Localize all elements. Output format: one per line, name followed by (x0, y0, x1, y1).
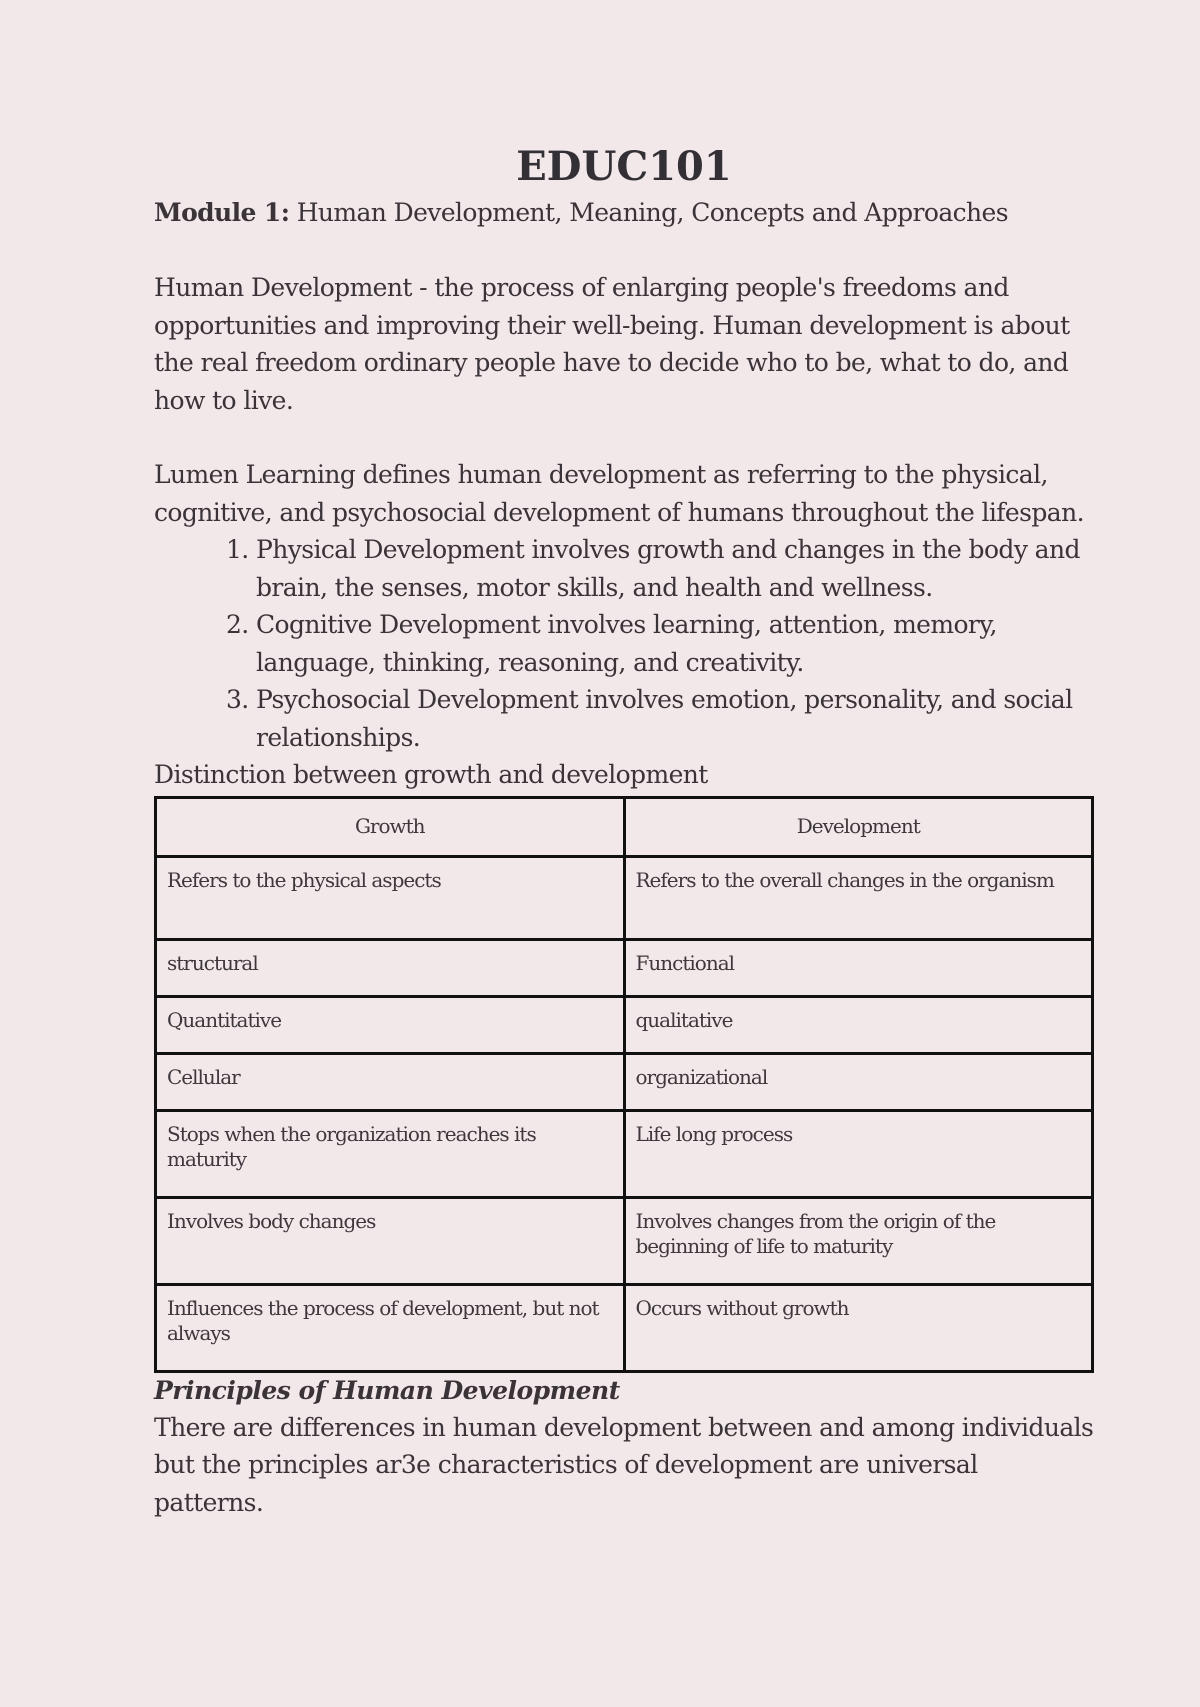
module-text: Human Development, Meaning, Concepts and Approaches (289, 198, 1008, 227)
table-row (156, 1053, 1093, 1110)
list-item: 3. Psychosocial Development involves emotion, personality, and social relationships. (256, 681, 1094, 756)
principles-paragraph: There are differences in human development between and among individuals but the principles ar3e characteristics of development are universal patterns. (154, 1412, 1094, 1517)
definition-paragraph: Human Development - the process of enlarging people's freedoms and opportunities and improving their well-being. Human development is about the real freedom ordinary people have to decide who to be, what to do, and how to live. (154, 273, 1070, 415)
header-growth: Growth (156, 797, 625, 856)
table-row (156, 1284, 1093, 1371)
table-row (156, 856, 1093, 939)
table-cell: structural (156, 939, 625, 996)
table-cell: organizational (624, 1053, 1093, 1110)
table-row (156, 939, 1093, 996)
lumen-paragraph: Lumen Learning defines human development as referring to the physical, cognitive, and psychosocial development of humans throughout the lifespan. (154, 460, 1084, 527)
spacer (154, 232, 1094, 269)
list-item: 1. Physical Development involves growth and changes in the body and brain, the senses, motor skills, and health and wellness. (256, 531, 1094, 606)
table-cell: Involves changes from the origin of the beginning of life to maturity (624, 1197, 1093, 1284)
table-cell: Functional (624, 939, 1093, 996)
table-header-row (156, 797, 1093, 856)
document-content (154, 140, 1094, 1521)
document-title: EDUC101 (516, 143, 732, 190)
development-types-list (154, 531, 1094, 756)
table-cell: Involves body changes (156, 1197, 625, 1284)
table-caption: Distinction between growth and development (154, 760, 708, 789)
table-cell: qualitative (624, 996, 1093, 1053)
table-cell: Refers to the physical aspects (156, 856, 625, 939)
table-row (156, 996, 1093, 1053)
table-cell: Refers to the overall changes in the organism (624, 856, 1093, 939)
header-development: Development (624, 797, 1093, 856)
table-cell: Influences the process of development, but not always (156, 1284, 625, 1371)
module-label: Module 1: (154, 198, 290, 227)
table-cell: Life long process (624, 1110, 1093, 1197)
table-cell: Quantitative (156, 996, 625, 1053)
growth-development-table (154, 796, 1094, 1373)
table-cell: Cellular (156, 1053, 625, 1110)
table-row (156, 1110, 1093, 1197)
module-heading (154, 194, 1094, 232)
table-row (156, 1197, 1093, 1284)
principles-heading: Principles of Human Development (154, 1375, 620, 1405)
table-cell: Stops when the organization reaches its maturity (156, 1110, 625, 1197)
spacer (154, 419, 1094, 456)
table-cell: Occurs without growth (624, 1284, 1093, 1371)
list-item: 2. Cognitive Development involves learning, attention, memory, language, thinking, reasoning, and creativity. (256, 606, 1094, 681)
